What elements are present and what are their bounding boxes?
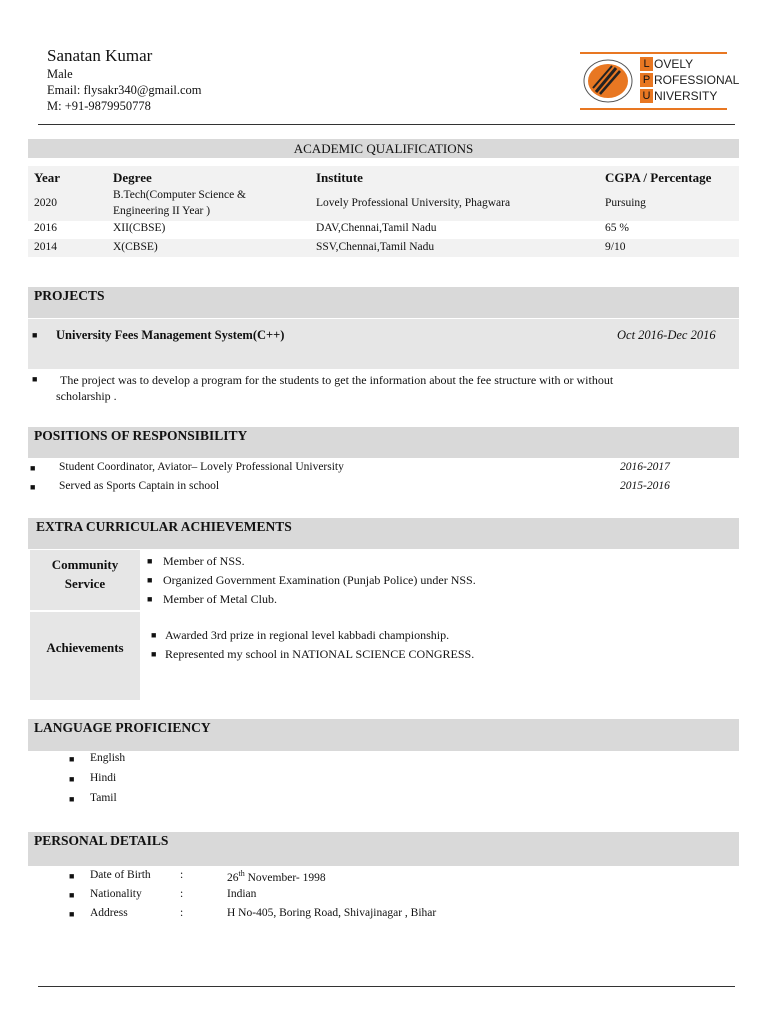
seal-icon [582, 58, 634, 104]
row2-year: 2016 [34, 222, 57, 234]
university-logo [580, 52, 740, 110]
col-degree: Degree [113, 170, 152, 185]
personal-title: PERSONAL DETAILS [34, 833, 169, 848]
logo-line-3: NIVERSITY [654, 89, 718, 103]
position-2-text: Served as Sports Captain in school [59, 480, 220, 492]
logo-line-1: OVELY [654, 57, 694, 71]
header-divider [38, 124, 735, 125]
project-title: University Fees Management System(C++) [56, 328, 285, 342]
projects-title: PROJECTS [34, 288, 105, 303]
nationality-label: Nationality [90, 888, 142, 900]
position-1-text: Student Coordinator, Aviator– Lovely Professional University [59, 461, 344, 473]
bullet-icon: ■ [69, 890, 75, 900]
academic-title: ACADEMIC QUALIFICATIONS [293, 141, 474, 156]
project-date: Oct 2016-Dec 2016 [617, 328, 716, 342]
bullet-icon: ■ [151, 630, 157, 640]
community-item-3: Member of Metal Club. [163, 592, 277, 606]
dob-value [227, 869, 326, 884]
col-institute: Institute [316, 170, 363, 185]
dob-label: Date of Birth [90, 869, 151, 881]
logo-letter-u: U [640, 89, 653, 103]
bullet-icon: ■ [69, 871, 75, 881]
language-title: LANGUAGE PROFICIENCY [34, 720, 211, 735]
row1-degree-line2: Engineering II Year ) [113, 205, 211, 217]
language-section-header [28, 719, 739, 751]
positions-title: POSITIONS OF RESPONSIBILITY [34, 428, 248, 443]
address-value: H No-405, Boring Road, Shivajinagar , Bihar [227, 907, 437, 919]
achievement-item-1: Awarded 3rd prize in regional level kabbadi championship. [165, 628, 450, 642]
bullet-icon: ■ [151, 649, 157, 659]
bullet-icon: ■ [32, 330, 38, 340]
bullet-icon: ■ [32, 374, 38, 384]
bullet-icon: ■ [147, 575, 153, 585]
dob-sep: : [180, 869, 184, 881]
nationality-value: Indian [227, 888, 257, 900]
row3-year: 2014 [34, 241, 57, 253]
candidate-name: Sanatan Kumar [47, 46, 153, 65]
row1-score: Pursuing [605, 197, 646, 209]
bullet-icon: ■ [147, 556, 153, 566]
project-description-line1: The project was to develop a program for the students to get the information about the fee structure with or without [60, 373, 614, 387]
bullet-icon: ■ [69, 754, 75, 764]
community-label-line2: Service [64, 576, 106, 591]
bullet-icon: ■ [30, 463, 36, 473]
gender: Male [47, 67, 73, 81]
row3-institute: SSV,Chennai,Tamil Nadu [316, 241, 435, 253]
row2-institute: DAV,Chennai,Tamil Nadu [316, 222, 437, 234]
academic-section-header [28, 139, 739, 158]
logo-line-2: ROFESSIONAL [654, 73, 740, 87]
bullet-icon: ■ [30, 482, 36, 492]
row1-year: 2020 [34, 197, 57, 209]
bullet-icon: ■ [69, 909, 75, 919]
bullet-icon: ■ [69, 774, 75, 784]
row2-degree: XII(CBSE) [113, 222, 166, 234]
address-label: Address [90, 907, 128, 919]
position-1-date: 2016-2017 [620, 461, 670, 473]
community-item-1: Member of NSS. [163, 554, 245, 568]
footer-divider [38, 986, 735, 987]
dob-suffix: th [238, 869, 245, 878]
logo-letter-p: P [640, 73, 653, 87]
nationality-sep: : [180, 888, 184, 900]
achievement-item-2: Represented my school in NATIONAL SCIENCE CONGRESS. [165, 647, 475, 661]
project-item [28, 319, 739, 369]
row2-score: 65 % [605, 222, 629, 234]
logo-letter-l: L [640, 57, 653, 71]
achievements-label: Achievements [46, 640, 124, 655]
email: Email: flysakr340@gmail.com [47, 83, 202, 97]
col-year: Year [34, 170, 60, 185]
row1-degree-line1: B.Tech(Computer Science & [113, 189, 247, 201]
language-tamil: Tamil [90, 792, 117, 804]
language-english: English [90, 752, 126, 764]
language-hindi: Hindi [90, 772, 117, 784]
mobile: M: +91-9879950778 [47, 99, 151, 113]
col-score: CGPA / Percentage [605, 170, 712, 185]
row3-score: 9/10 [605, 241, 626, 253]
row1-institute: Lovely Professional University, Phagwara [316, 197, 511, 209]
extra-title: EXTRA CURRICULAR ACHIEVEMENTS [36, 519, 292, 534]
bullet-icon: ■ [69, 794, 75, 804]
project-description-line2: scholarship . [56, 389, 117, 403]
positions-section-header [28, 427, 739, 458]
dob-month-year: November- 1998 [244, 871, 326, 884]
bullet-icon: ■ [147, 594, 153, 604]
row3-degree: X(CBSE) [113, 241, 158, 253]
personal-section-header [28, 832, 739, 866]
projects-section-header [28, 287, 739, 318]
community-label-line1: Community [51, 557, 119, 572]
achievements-label-cell [30, 612, 140, 700]
community-item-2: Organized Government Examination (Punjab Police) under NSS. [163, 573, 476, 587]
position-2-date: 2015-2016 [620, 480, 670, 492]
address-sep: : [180, 907, 184, 919]
extra-section-header [28, 518, 739, 549]
dob-day: 26 [227, 871, 239, 884]
